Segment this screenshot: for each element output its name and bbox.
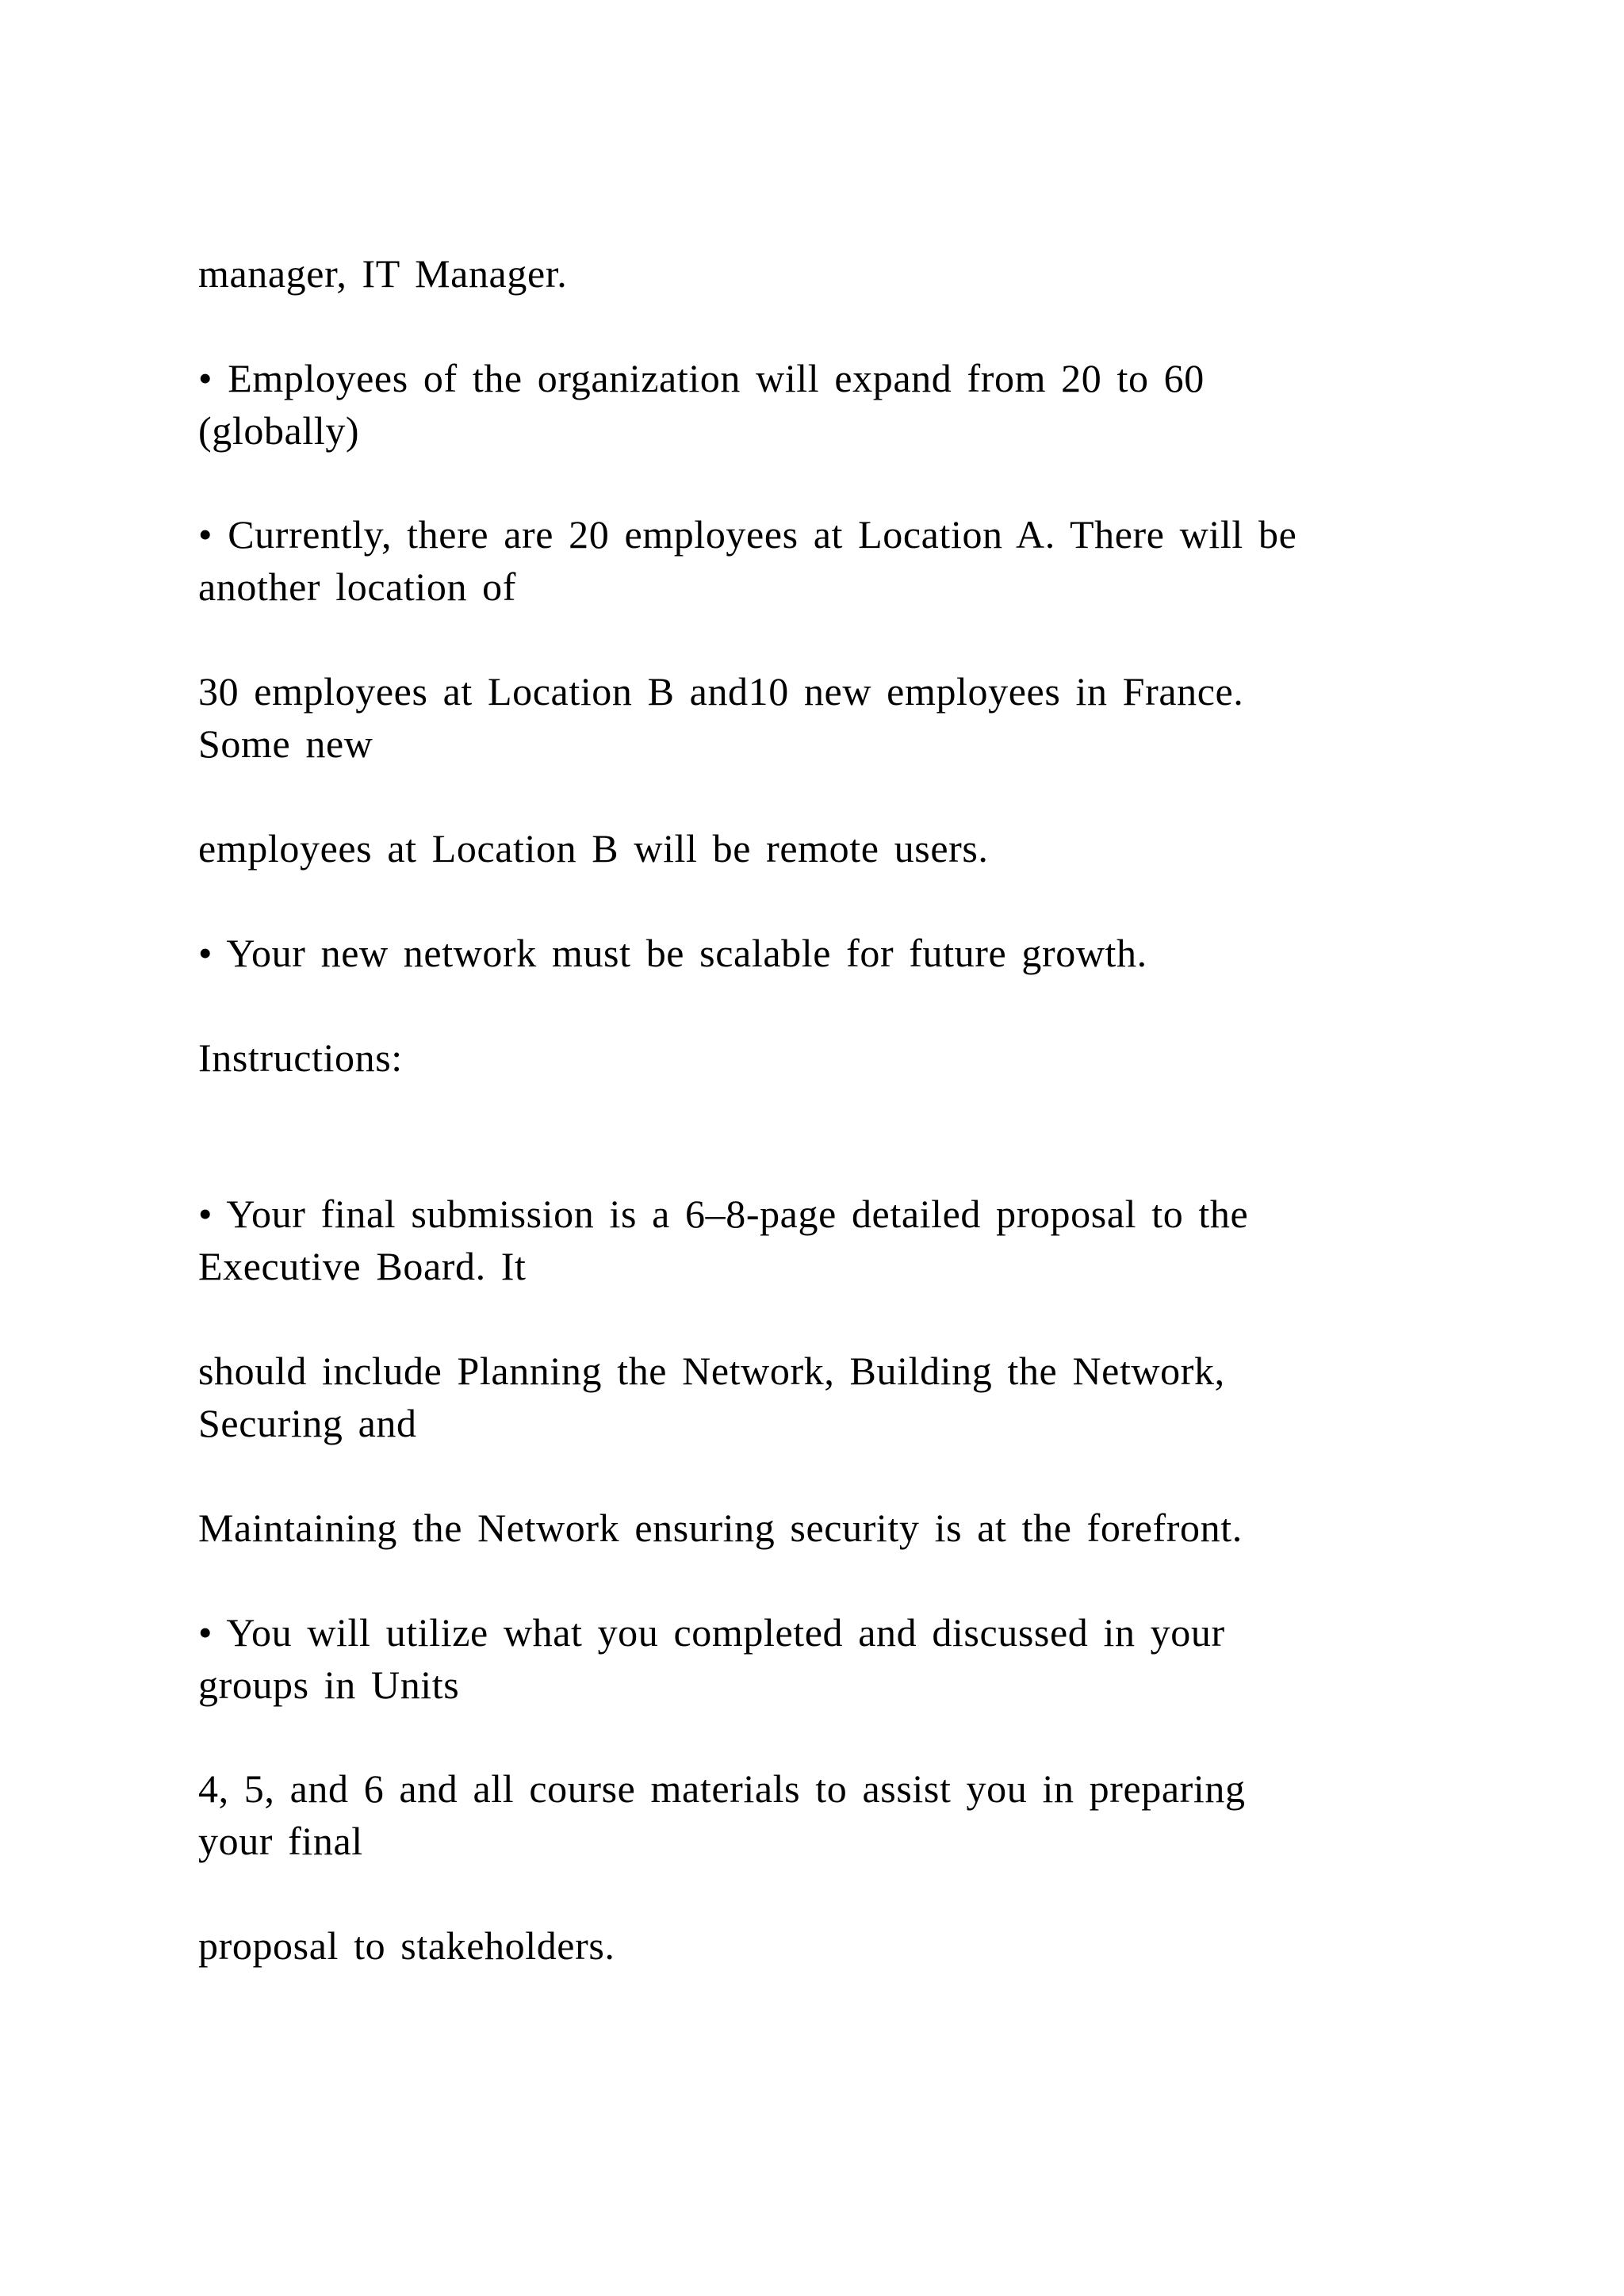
text-line: Securing and — [198, 1401, 417, 1445]
text-line: 4, 5, and 6 and all course materials to assist you in preparing — [198, 1766, 1246, 1811]
paragraph-1 — [198, 247, 1451, 300]
text-line: proposal to stakeholders. — [198, 1923, 615, 1968]
text-line: another location of — [198, 564, 517, 609]
bullet-final-submission — [198, 1188, 1451, 1292]
bullet-employees-expand — [198, 352, 1451, 457]
text-line: Some new — [198, 721, 373, 766]
text-line: groups in Units — [198, 1663, 460, 1707]
paragraph-should-include — [198, 1345, 1451, 1449]
instructions-heading — [198, 1031, 1451, 1084]
paragraph-stakeholders — [198, 1919, 1451, 1972]
paragraph-units — [198, 1762, 1451, 1867]
paragraph-location-b — [198, 665, 1451, 770]
text-line: • Your final submission is a 6–8-page detailed proposal to the — [198, 1192, 1249, 1236]
text-line: your final — [198, 1819, 363, 1863]
text-line: manager, IT Manager. — [198, 251, 568, 296]
text-line: • Your new network must be scalable for future growth. — [198, 931, 1147, 975]
text-line: 30 employees at Location B and10 new employees in France. — [198, 669, 1244, 714]
text-line: Maintaining the Network ensuring security is at the forefront. — [198, 1506, 1243, 1550]
text-line: Instructions: — [198, 1035, 403, 1080]
paragraph-maintaining — [198, 1502, 1451, 1554]
text-line: • Currently, there are 20 employees at Location A. There will be — [198, 512, 1297, 557]
text-line: (globally) — [198, 408, 360, 453]
text-line: employees at Location B will be remote users. — [198, 826, 989, 871]
text-line: • You will utilize what you completed and discussed in your — [198, 1610, 1225, 1655]
paragraph-remote-users — [198, 822, 1451, 874]
bullet-current-employees — [198, 508, 1451, 613]
text-line: should include Planning the Network, Building the Network, — [198, 1349, 1225, 1393]
text-line: Executive Board. It — [198, 1244, 527, 1288]
bullet-scalable-network — [198, 927, 1451, 979]
text-line: • Employees of the organization will expand from 20 to 60 — [198, 356, 1205, 400]
bullet-utilize — [198, 1606, 1451, 1711]
